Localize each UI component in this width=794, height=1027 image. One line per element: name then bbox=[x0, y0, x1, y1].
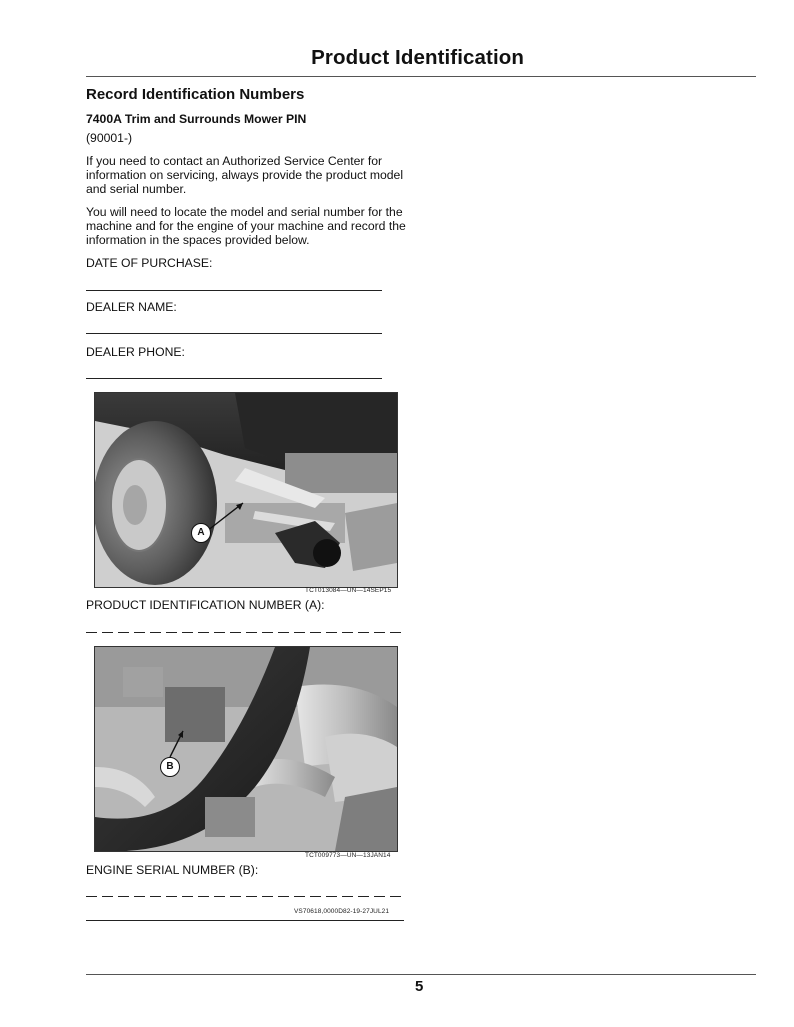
serial-range: (90001-) bbox=[86, 131, 133, 145]
engine-serial-number-line bbox=[86, 896, 404, 897]
callout-a: A bbox=[191, 523, 211, 543]
footer-rule bbox=[86, 974, 756, 975]
section-end-rule bbox=[86, 920, 404, 921]
engine-serial-number-label: ENGINE SERIAL NUMBER (B): bbox=[86, 863, 259, 877]
figure1-code: TCT013084—UN—14SEP15 bbox=[305, 587, 392, 594]
paragraph-contact: If you need to contact an Authorized Service Center for information on servicing, always provide the product model and serial number. bbox=[86, 154, 404, 197]
date-of-purchase-label: DATE OF PURCHASE: bbox=[86, 256, 213, 270]
page-number: 5 bbox=[415, 978, 424, 995]
dealer-phone-label: DEALER PHONE: bbox=[86, 345, 185, 359]
callout-b: B bbox=[160, 757, 180, 777]
header-rule bbox=[86, 76, 756, 77]
page-title: Product Identification bbox=[311, 46, 524, 69]
dealer-name-line bbox=[86, 333, 382, 334]
dealer-name-label: DEALER NAME: bbox=[86, 300, 177, 314]
paragraph-locate: You will need to locate the model and serial number for the machine and for the engine of your machine and record the information in the spaces provided below. bbox=[86, 205, 406, 248]
document-code: VS70618,0000D82-19-27JUL21 bbox=[294, 908, 390, 915]
dealer-phone-line bbox=[86, 378, 382, 379]
section-subheading: 7400A Trim and Surrounds Mower PIN bbox=[86, 112, 307, 126]
product-id-number-line bbox=[86, 632, 404, 633]
date-of-purchase-line bbox=[86, 290, 382, 291]
mower-pin-location-image bbox=[94, 392, 398, 588]
engine-serial-location-image bbox=[94, 646, 398, 852]
product-id-number-label: PRODUCT IDENTIFICATION NUMBER (A): bbox=[86, 598, 325, 612]
figure2-code: TCT009773—UN—13JAN14 bbox=[305, 852, 391, 859]
section-heading: Record Identification Numbers bbox=[86, 86, 305, 103]
